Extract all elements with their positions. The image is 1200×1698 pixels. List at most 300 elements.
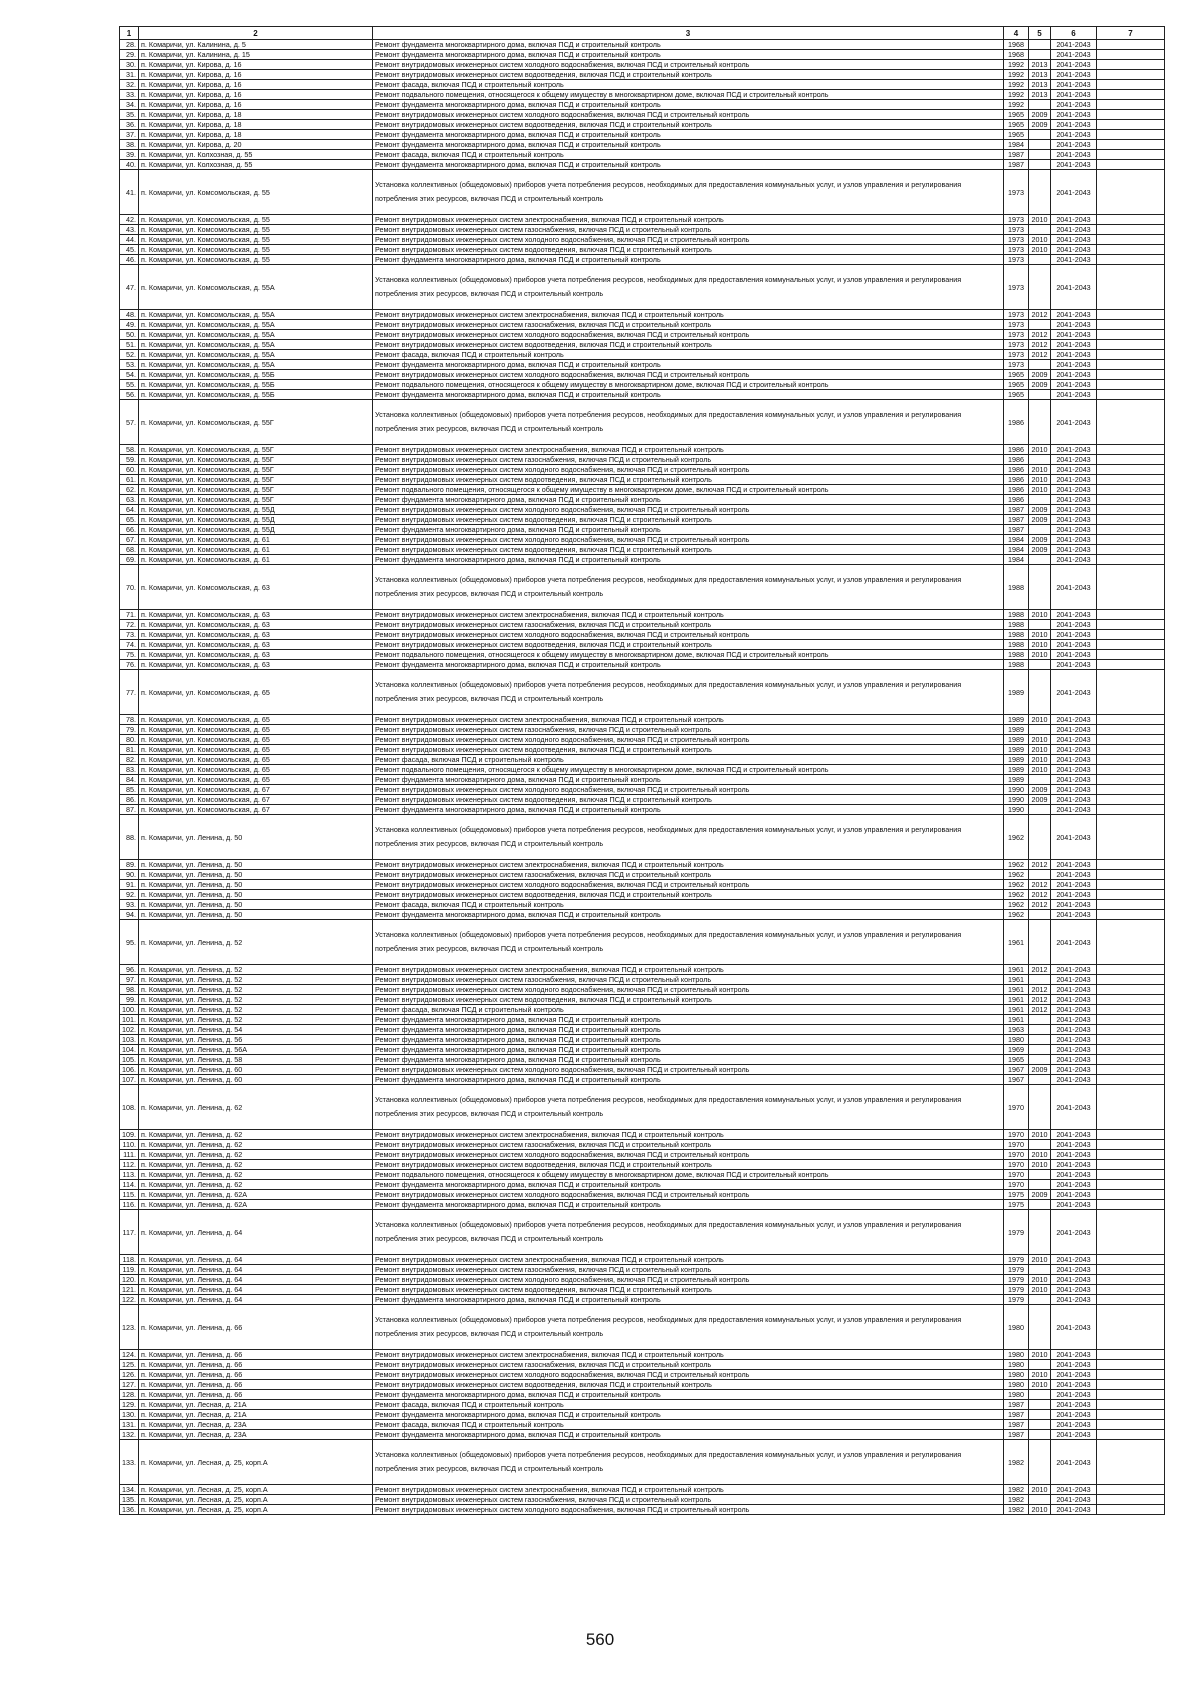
planned-period-cell: 2041-2043: [1051, 1005, 1097, 1015]
note-cell: [1097, 100, 1165, 110]
note-cell: [1097, 985, 1165, 995]
planned-period-cell: 2041-2043: [1051, 380, 1097, 390]
row-number: 102.: [120, 1025, 139, 1035]
table-row: [120, 265, 1165, 310]
planned-period-cell: 2041-2043: [1051, 1360, 1097, 1370]
planned-period-cell: 2041-2043: [1051, 670, 1097, 715]
address-cell: п. Комаричи, ул. Ленина, д. 50: [139, 910, 373, 920]
build-year-cell: 1980: [1004, 1035, 1029, 1045]
note-cell: [1097, 320, 1165, 330]
row-number: 85.: [120, 785, 139, 795]
note-cell: [1097, 1200, 1165, 1210]
build-year-cell: 1986: [1004, 465, 1029, 475]
last-repair-year-cell: [1029, 130, 1051, 140]
last-repair-year-cell: 2009: [1029, 545, 1051, 555]
row-number: 110.: [120, 1140, 139, 1150]
row-number: 129.: [120, 1400, 139, 1410]
address-cell: п. Комаричи, ул. Кирова, д. 18: [139, 130, 373, 140]
table-row: [120, 390, 1165, 400]
address-cell: п. Комаричи, ул. Комсомольская, д. 61: [139, 555, 373, 565]
table-row: [120, 1075, 1165, 1085]
planned-period-cell: 2041-2043: [1051, 400, 1097, 445]
note-cell: [1097, 1440, 1165, 1485]
note-cell: [1097, 775, 1165, 785]
build-year-cell: 1962: [1004, 880, 1029, 890]
note-cell: [1097, 1085, 1165, 1130]
table-row: [120, 60, 1165, 70]
build-year-cell: 1986: [1004, 455, 1029, 465]
address-cell: п. Комаричи, ул. Ленина, д. 64: [139, 1210, 373, 1255]
work-type-cell: Ремонт фундамента многоквартирного дома, включая ПСД и строительный контроль: [373, 360, 1004, 370]
planned-period-cell: 2041-2043: [1051, 1505, 1097, 1515]
last-repair-year-cell: [1029, 1400, 1051, 1410]
note-cell: [1097, 660, 1165, 670]
table-row: [120, 1065, 1165, 1075]
table-row: [120, 515, 1165, 525]
work-type-cell: Ремонт фундамента многоквартирного дома, включая ПСД и строительный контроль: [373, 1295, 1004, 1305]
row-number: 109.: [120, 1130, 139, 1140]
row-number: 79.: [120, 725, 139, 735]
planned-period-cell: 2041-2043: [1051, 150, 1097, 160]
row-number: 41.: [120, 170, 139, 215]
work-type-cell: Ремонт внутридомовых инженерных систем газоснабжения, включая ПСД и строительный контроль: [373, 620, 1004, 630]
row-number: 54.: [120, 370, 139, 380]
planned-period-cell: 2041-2043: [1051, 495, 1097, 505]
table-row: [120, 1085, 1165, 1130]
address-cell: п. Комаричи, ул. Ленина, д. 64: [139, 1275, 373, 1285]
build-year-cell: 1965: [1004, 370, 1029, 380]
row-number: 56.: [120, 390, 139, 400]
build-year-cell: 1973: [1004, 350, 1029, 360]
last-repair-year-cell: 2010: [1029, 630, 1051, 640]
row-number: 36.: [120, 120, 139, 130]
planned-period-cell: 2041-2043: [1051, 170, 1097, 215]
note-cell: [1097, 1265, 1165, 1275]
row-number: 46.: [120, 255, 139, 265]
planned-period-cell: 2041-2043: [1051, 80, 1097, 90]
planned-period-cell: 2041-2043: [1051, 815, 1097, 860]
row-number: 97.: [120, 975, 139, 985]
work-type-cell: Ремонт внутридомовых инженерных систем холодного водоснабжения, включая ПСД и строительный контроль: [373, 985, 1004, 995]
row-number: 64.: [120, 505, 139, 515]
work-type-cell: Ремонт внутридомовых инженерных систем электроснабжения, включая ПСД и строительный контроль: [373, 1130, 1004, 1140]
planned-period-cell: 2041-2043: [1051, 1035, 1097, 1045]
row-number: 116.: [120, 1200, 139, 1210]
last-repair-year-cell: 2010: [1029, 1350, 1051, 1360]
last-repair-year-cell: 2010: [1029, 215, 1051, 225]
table-row: [120, 995, 1165, 1005]
work-type-cell: Ремонт фундамента многоквартирного дома, включая ПСД и строительный контроль: [373, 910, 1004, 920]
work-type-cell: Установка коллективных (общедомовых) приборов учета потребления ресурсов, необходимых для предоставления коммунальных услуг, и узлов управления и регулирования потребления этих ресурсов, включая ПСД и строительный контроль: [373, 265, 1004, 310]
table-row: [120, 785, 1165, 795]
planned-period-cell: 2041-2043: [1051, 1410, 1097, 1420]
table-row: [120, 100, 1165, 110]
note-cell: [1097, 920, 1165, 965]
note-cell: [1097, 1160, 1165, 1170]
build-year-cell: 1990: [1004, 785, 1029, 795]
build-year-cell: 1988: [1004, 640, 1029, 650]
planned-period-cell: 2041-2043: [1051, 1400, 1097, 1410]
address-cell: п. Комаричи, ул. Ленина, д. 62: [139, 1150, 373, 1160]
address-cell: п. Комаричи, ул. Комсомольская, д. 55Б: [139, 380, 373, 390]
work-type-cell: Ремонт фундамента многоквартирного дома, включая ПСД и строительный контроль: [373, 1025, 1004, 1035]
table-row: [120, 1370, 1165, 1380]
work-type-cell: Ремонт фундамента многоквартирного дома, включая ПСД и строительный контроль: [373, 495, 1004, 505]
note-cell: [1097, 255, 1165, 265]
planned-period-cell: 2041-2043: [1051, 120, 1097, 130]
table-row: [120, 360, 1165, 370]
last-repair-year-cell: 2009: [1029, 785, 1051, 795]
address-cell: п. Комаричи, ул. Лесная, д. 23А: [139, 1430, 373, 1440]
planned-period-cell: 2041-2043: [1051, 1485, 1097, 1495]
planned-period-cell: 2041-2043: [1051, 475, 1097, 485]
row-number: 83.: [120, 765, 139, 775]
work-type-cell: Ремонт внутридомовых инженерных систем холодного водоснабжения, включая ПСД и строительный контроль: [373, 330, 1004, 340]
note-cell: [1097, 445, 1165, 455]
last-repair-year-cell: 2010: [1029, 650, 1051, 660]
table-row: [120, 870, 1165, 880]
planned-period-cell: 2041-2043: [1051, 920, 1097, 965]
note-cell: [1097, 755, 1165, 765]
address-cell: п. Комаричи, ул. Комсомольская, д. 63: [139, 565, 373, 610]
last-repair-year-cell: 2010: [1029, 1150, 1051, 1160]
row-number: 91.: [120, 880, 139, 890]
address-cell: п. Комаричи, ул. Ленина, д. 50: [139, 870, 373, 880]
work-type-cell: Ремонт внутридомовых инженерных систем газоснабжения, включая ПСД и строительный контроль: [373, 225, 1004, 235]
table-row: [120, 1255, 1165, 1265]
planned-period-cell: 2041-2043: [1051, 310, 1097, 320]
address-cell: п. Комаричи, ул. Ленина, д. 52: [139, 965, 373, 975]
address-cell: п. Комаричи, ул. Комсомольская, д. 55Б: [139, 390, 373, 400]
table-row: [120, 1025, 1165, 1035]
planned-period-cell: 2041-2043: [1051, 505, 1097, 515]
table-row: [120, 985, 1165, 995]
planned-period-cell: 2041-2043: [1051, 40, 1097, 50]
work-type-cell: Ремонт внутридомовых инженерных систем газоснабжения, включая ПСД и строительный контроль: [373, 975, 1004, 985]
address-cell: п. Комаричи, ул. Ленина, д. 66: [139, 1380, 373, 1390]
address-cell: п. Комаричи, ул. Ленина, д. 50: [139, 860, 373, 870]
address-cell: п. Комаричи, ул. Комсомольская, д. 65: [139, 765, 373, 775]
work-type-cell: Ремонт внутридомовых инженерных систем холодного водоснабжения, включая ПСД и строительный контроль: [373, 735, 1004, 745]
table-row: [120, 610, 1165, 620]
build-year-cell: 1992: [1004, 60, 1029, 70]
note-cell: [1097, 1055, 1165, 1065]
row-number: 31.: [120, 70, 139, 80]
address-cell: п. Комаричи, ул. Ленина, д. 60: [139, 1065, 373, 1075]
last-repair-year-cell: [1029, 1035, 1051, 1045]
note-cell: [1097, 1015, 1165, 1025]
table-row: [120, 160, 1165, 170]
table-row: [120, 90, 1165, 100]
table-row: [120, 255, 1165, 265]
planned-period-cell: 2041-2043: [1051, 100, 1097, 110]
address-cell: п. Комаричи, ул. Ленина, д. 62: [139, 1180, 373, 1190]
table-row: [120, 130, 1165, 140]
note-cell: [1097, 995, 1165, 1005]
planned-period-cell: 2041-2043: [1051, 515, 1097, 525]
row-number: 84.: [120, 775, 139, 785]
row-number: 42.: [120, 215, 139, 225]
build-year-cell: 1987: [1004, 1410, 1029, 1420]
note-cell: [1097, 1035, 1165, 1045]
table-row: [120, 1285, 1165, 1295]
row-number: 134.: [120, 1485, 139, 1495]
work-type-cell: Ремонт внутридомовых инженерных систем водоотведения, включая ПСД и строительный контроль: [373, 890, 1004, 900]
last-repair-year-cell: [1029, 1180, 1051, 1190]
address-cell: п. Комаричи, ул. Ленина, д. 60: [139, 1075, 373, 1085]
build-year-cell: 1973: [1004, 215, 1029, 225]
note-cell: [1097, 630, 1165, 640]
build-year-cell: 1982: [1004, 1440, 1029, 1485]
row-number: 124.: [120, 1350, 139, 1360]
work-type-cell: Ремонт внутридомовых инженерных систем холодного водоснабжения, включая ПСД и строительный контроль: [373, 880, 1004, 890]
note-cell: [1097, 1495, 1165, 1505]
planned-period-cell: 2041-2043: [1051, 985, 1097, 995]
planned-period-cell: 2041-2043: [1051, 870, 1097, 880]
last-repair-year-cell: 2012: [1029, 995, 1051, 1005]
work-type-cell: Ремонт внутридомовых инженерных систем холодного водоснабжения, включая ПСД и строительный контроль: [373, 1190, 1004, 1200]
row-number: 49.: [120, 320, 139, 330]
build-year-cell: 1980: [1004, 1390, 1029, 1400]
row-number: 48.: [120, 310, 139, 320]
note-cell: [1097, 1075, 1165, 1085]
col-header-5: 5: [1029, 27, 1051, 40]
last-repair-year-cell: 2009: [1029, 505, 1051, 515]
work-type-cell: Ремонт внутридомовых инженерных систем холодного водоснабжения, включая ПСД и строительный контроль: [373, 370, 1004, 380]
work-type-cell: Ремонт внутридомовых инженерных систем электроснабжения, включая ПСД и строительный контроль: [373, 1485, 1004, 1495]
last-repair-year-cell: [1029, 1055, 1051, 1065]
work-type-cell: Ремонт внутридомовых инженерных систем водоотведения, включая ПСД и строительный контроль: [373, 120, 1004, 130]
row-number: 47.: [120, 265, 139, 310]
note-cell: [1097, 535, 1165, 545]
last-repair-year-cell: [1029, 775, 1051, 785]
planned-period-cell: 2041-2043: [1051, 775, 1097, 785]
work-type-cell: Ремонт фундамента многоквартирного дома, включая ПСД и строительный контроль: [373, 775, 1004, 785]
work-type-cell: Ремонт фундамента многоквартирного дома, включая ПСД и строительный контроль: [373, 140, 1004, 150]
table-row: [120, 735, 1165, 745]
last-repair-year-cell: 2010: [1029, 465, 1051, 475]
work-type-cell: Ремонт фасада, включая ПСД и строительный контроль: [373, 755, 1004, 765]
work-type-cell: Ремонт фундамента многоквартирного дома, включая ПСД и строительный контроль: [373, 1045, 1004, 1055]
address-cell: п. Комаричи, ул. Комсомольская, д. 55: [139, 235, 373, 245]
build-year-cell: 1986: [1004, 485, 1029, 495]
work-type-cell: Ремонт фундамента многоквартирного дома, включая ПСД и строительный контроль: [373, 40, 1004, 50]
build-year-cell: 1989: [1004, 765, 1029, 775]
table-row: [120, 1210, 1165, 1255]
address-cell: п. Комаричи, ул. Ленина, д. 62: [139, 1160, 373, 1170]
row-number: 57.: [120, 400, 139, 445]
row-number: 37.: [120, 130, 139, 140]
planned-period-cell: 2041-2043: [1051, 265, 1097, 310]
planned-period-cell: 2041-2043: [1051, 1015, 1097, 1025]
table-row: [120, 765, 1165, 775]
last-repair-year-cell: 2009: [1029, 1065, 1051, 1075]
build-year-cell: 1980: [1004, 1370, 1029, 1380]
address-cell: п. Комаричи, ул. Комсомольская, д. 55А: [139, 265, 373, 310]
row-number: 66.: [120, 525, 139, 535]
table-row: [120, 815, 1165, 860]
last-repair-year-cell: 2012: [1029, 880, 1051, 890]
note-cell: [1097, 1255, 1165, 1265]
row-number: 93.: [120, 900, 139, 910]
last-repair-year-cell: [1029, 620, 1051, 630]
address-cell: п. Комаричи, ул. Комсомольская, д. 55Г: [139, 400, 373, 445]
work-type-cell: Ремонт фундамента многоквартирного дома, включая ПСД и строительный контроль: [373, 1015, 1004, 1025]
address-cell: п. Комаричи, ул. Ленина, д. 66: [139, 1370, 373, 1380]
col-header-1: 1: [120, 27, 139, 40]
row-number: 96.: [120, 965, 139, 975]
note-cell: [1097, 805, 1165, 815]
note-cell: [1097, 785, 1165, 795]
last-repair-year-cell: [1029, 255, 1051, 265]
planned-period-cell: 2041-2043: [1051, 535, 1097, 545]
work-type-cell: Ремонт фундамента многоквартирного дома, включая ПСД и строительный контроль: [373, 1200, 1004, 1210]
planned-period-cell: 2041-2043: [1051, 1210, 1097, 1255]
address-cell: п. Комаричи, ул. Комсомольская, д. 55: [139, 225, 373, 235]
last-repair-year-cell: [1029, 565, 1051, 610]
last-repair-year-cell: [1029, 920, 1051, 965]
table-row: [120, 795, 1165, 805]
last-repair-year-cell: [1029, 455, 1051, 465]
planned-period-cell: 2041-2043: [1051, 1045, 1097, 1055]
last-repair-year-cell: 2010: [1029, 735, 1051, 745]
work-type-cell: Ремонт фундамента многоквартирного дома, включая ПСД и строительный контроль: [373, 525, 1004, 535]
build-year-cell: 1961: [1004, 975, 1029, 985]
work-type-cell: Ремонт внутридомовых инженерных систем холодного водоснабжения, включая ПСД и строительный контроль: [373, 1275, 1004, 1285]
last-repair-year-cell: 2012: [1029, 1005, 1051, 1015]
build-year-cell: 1970: [1004, 1130, 1029, 1140]
work-type-cell: Ремонт внутридомовых инженерных систем электроснабжения, включая ПСД и строительный контроль: [373, 610, 1004, 620]
build-year-cell: 1962: [1004, 910, 1029, 920]
table-row: [120, 475, 1165, 485]
address-cell: п. Комаричи, ул. Ленина, д. 64: [139, 1255, 373, 1265]
work-type-cell: Ремонт внутридомовых инженерных систем водоотведения, включая ПСД и строительный контроль: [373, 340, 1004, 350]
last-repair-year-cell: [1029, 1170, 1051, 1180]
note-cell: [1097, 370, 1165, 380]
table-row: [120, 755, 1165, 765]
planned-period-cell: 2041-2043: [1051, 235, 1097, 245]
row-number: 51.: [120, 340, 139, 350]
row-number: 108.: [120, 1085, 139, 1130]
work-type-cell: Ремонт внутридомовых инженерных систем водоотведения, включая ПСД и строительный контроль: [373, 475, 1004, 485]
table-row: [120, 170, 1165, 215]
row-number: 100.: [120, 1005, 139, 1015]
table-row: [120, 650, 1165, 660]
last-repair-year-cell: [1029, 1430, 1051, 1440]
note-cell: [1097, 1190, 1165, 1200]
row-number: 59.: [120, 455, 139, 465]
row-number: 132.: [120, 1430, 139, 1440]
planned-period-cell: 2041-2043: [1051, 130, 1097, 140]
work-type-cell: Установка коллективных (общедомовых) приборов учета потребления ресурсов, необходимых для предоставления коммунальных услуг, и узлов управления и регулирования потребления этих ресурсов, включая ПСД и строительный контроль: [373, 170, 1004, 215]
note-cell: [1097, 340, 1165, 350]
row-number: 38.: [120, 140, 139, 150]
address-cell: п. Комаричи, ул. Комсомольская, д. 55: [139, 170, 373, 215]
table-row: [120, 330, 1165, 340]
planned-period-cell: 2041-2043: [1051, 1180, 1097, 1190]
table-row: [120, 965, 1165, 975]
work-type-cell: Ремонт внутридомовых инженерных систем холодного водоснабжения, включая ПСД и строительный контроль: [373, 785, 1004, 795]
last-repair-year-cell: [1029, 670, 1051, 715]
address-cell: п. Комаричи, ул. Колхозная, д. 55: [139, 160, 373, 170]
address-cell: п. Комаричи, ул. Ленина, д. 62А: [139, 1190, 373, 1200]
build-year-cell: 1980: [1004, 1380, 1029, 1390]
note-cell: [1097, 160, 1165, 170]
table-row: [120, 860, 1165, 870]
build-year-cell: 1988: [1004, 630, 1029, 640]
last-repair-year-cell: [1029, 40, 1051, 50]
address-cell: п. Комаричи, ул. Комсомольская, д. 67: [139, 785, 373, 795]
table-row: [120, 880, 1165, 890]
address-cell: п. Комаричи, ул. Ленина, д. 62: [139, 1140, 373, 1150]
note-cell: [1097, 555, 1165, 565]
build-year-cell: 1987: [1004, 525, 1029, 535]
build-year-cell: 1965: [1004, 110, 1029, 120]
row-number: 122.: [120, 1295, 139, 1305]
table-row: [120, 1360, 1165, 1370]
work-type-cell: Ремонт внутридомовых инженерных систем электроснабжения, включая ПСД и строительный контроль: [373, 1350, 1004, 1360]
planned-period-cell: 2041-2043: [1051, 255, 1097, 265]
row-number: 120.: [120, 1275, 139, 1285]
row-number: 135.: [120, 1495, 139, 1505]
table-row: [120, 1350, 1165, 1360]
last-repair-year-cell: [1029, 495, 1051, 505]
build-year-cell: 1970: [1004, 1140, 1029, 1150]
work-type-cell: Установка коллективных (общедомовых) приборов учета потребления ресурсов, необходимых для предоставления коммунальных услуг, и узлов управления и регулирования потребления этих ресурсов, включая ПСД и строительный контроль: [373, 1085, 1004, 1130]
build-year-cell: 1970: [1004, 1085, 1029, 1130]
table-row: [120, 1140, 1165, 1150]
note-cell: [1097, 495, 1165, 505]
note-cell: [1097, 670, 1165, 715]
planned-period-cell: 2041-2043: [1051, 860, 1097, 870]
row-number: 90.: [120, 870, 139, 880]
work-type-cell: Ремонт внутридомовых инженерных систем водоотведения, включая ПСД и строительный контроль: [373, 795, 1004, 805]
address-cell: п. Комаричи, ул. Ленина, д. 50: [139, 880, 373, 890]
work-type-cell: Ремонт внутридомовых инженерных систем холодного водоснабжения, включая ПСД и строительный контроль: [373, 1370, 1004, 1380]
build-year-cell: 1973: [1004, 330, 1029, 340]
address-cell: п. Комаричи, ул. Комсомольская, д. 55Д: [139, 515, 373, 525]
address-cell: п. Комаричи, ул. Лесная, д. 21А: [139, 1410, 373, 1420]
row-number: 112.: [120, 1160, 139, 1170]
planned-period-cell: 2041-2043: [1051, 1140, 1097, 1150]
planned-period-cell: 2041-2043: [1051, 785, 1097, 795]
table-row: [120, 1420, 1165, 1430]
planned-period-cell: 2041-2043: [1051, 225, 1097, 235]
build-year-cell: 1961: [1004, 985, 1029, 995]
row-number: 88.: [120, 815, 139, 860]
work-type-cell: Ремонт внутридомовых инженерных систем холодного водоснабжения, включая ПСД и строительный контроль: [373, 1150, 1004, 1160]
build-year-cell: 1989: [1004, 725, 1029, 735]
planned-period-cell: 2041-2043: [1051, 890, 1097, 900]
last-repair-year-cell: [1029, 870, 1051, 880]
last-repair-year-cell: [1029, 320, 1051, 330]
work-type-cell: Ремонт фундамента многоквартирного дома, включая ПСД и строительный контроль: [373, 1390, 1004, 1400]
address-cell: п. Комаричи, ул. Комсомольская, д. 67: [139, 805, 373, 815]
table-row: [120, 1485, 1165, 1495]
build-year-cell: 1987: [1004, 1400, 1029, 1410]
work-type-cell: Ремонт внутридомовых инженерных систем газоснабжения, включая ПСД и строительный контроль: [373, 1140, 1004, 1150]
build-year-cell: 1984: [1004, 535, 1029, 545]
last-repair-year-cell: [1029, 225, 1051, 235]
note-cell: [1097, 610, 1165, 620]
address-cell: п. Комаричи, ул. Лесная, д. 25, корп.А: [139, 1495, 373, 1505]
last-repair-year-cell: 2013: [1029, 60, 1051, 70]
table-row: [120, 545, 1165, 555]
build-year-cell: 1987: [1004, 1430, 1029, 1440]
build-year-cell: 1979: [1004, 1285, 1029, 1295]
work-type-cell: Ремонт подвального помещения, относящегося к общему имуществу в многоквартирном доме, включая ПСД и строительный контроль: [373, 650, 1004, 660]
address-cell: п. Комаричи, ул. Комсомольская, д. 55А: [139, 310, 373, 320]
